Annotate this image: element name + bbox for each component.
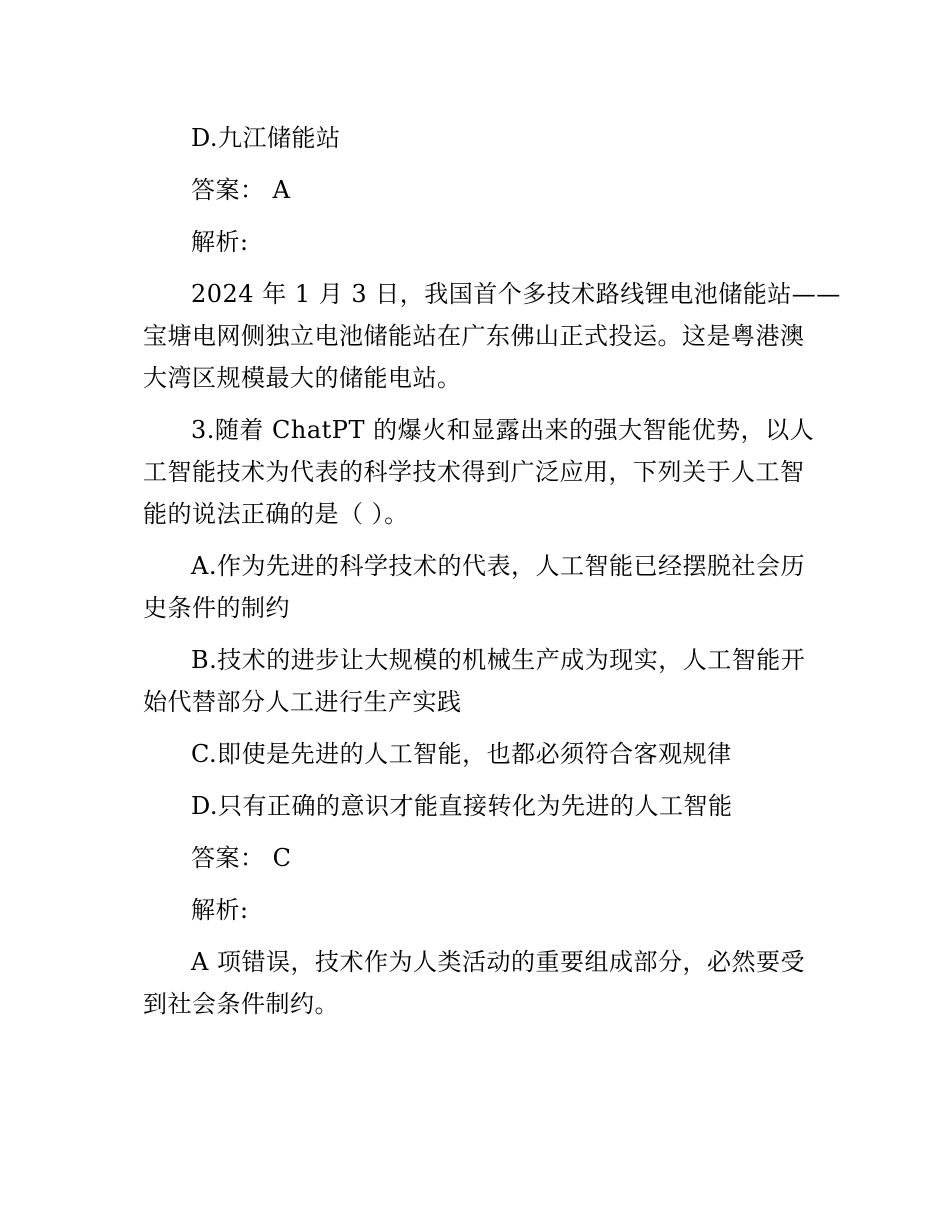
q3-option-b-line: 始代替部分人工进行生产实践 <box>143 688 462 716</box>
q3-option-a <box>143 545 811 629</box>
q3-option-a-line: 史条件的制约 <box>143 594 290 622</box>
q3-option-b-line: B.技术的进步让大规模的机械生产成为现实，人工智能开 <box>191 646 806 674</box>
q2-analysis-label: 解析: <box>191 228 249 256</box>
q3-option-a-line: A.作为先进的科学技术的代表，人工智能已经摆脱社会历 <box>191 552 805 580</box>
q3-question-line: 3.随着 ChatPT 的爆火和显露出来的强大智能优势，以人 <box>191 416 815 444</box>
q2-analysis-line: 宝塘电网侧独立电池储能站在广东佛山正式投运。这是粤港澳 <box>143 322 805 350</box>
q2-analysis-paragraph <box>143 273 841 399</box>
q3-analysis-paragraph <box>143 941 811 1025</box>
q3-option-c: C.即使是先进的人工智能，也都必须符合客观规律 <box>191 740 732 768</box>
q3-analysis-label: 解析: <box>191 896 249 924</box>
q2-analysis-line: 大湾区规模最大的储能电站。 <box>143 364 462 392</box>
q3-analysis-line: A 项错误，技术作为人类活动的重要组成部分，必然要受 <box>191 948 805 976</box>
q3-option-d: D.只有正确的意识才能直接转化为先进的人工智能 <box>191 792 733 820</box>
document-content <box>143 117 841 1025</box>
q3-question-line: 能的说法正确的是（ ）。 <box>143 500 409 528</box>
q3-answer: 答案： C <box>191 844 292 872</box>
q3-option-b <box>143 639 811 723</box>
q3-question-line: 工智能技术为代表的科学技术得到广泛应用，下列关于人工智 <box>143 458 805 486</box>
q3-question-paragraph <box>143 409 815 535</box>
q2-option-d: D.九江储能站 <box>191 124 341 152</box>
q2-analysis-line: 2024 年 1 月 3 日，我国首个多技术路线锂电池储能站—— <box>191 280 841 308</box>
q3-analysis-line: 到社会条件制约。 <box>143 990 339 1018</box>
q2-answer: 答案： A <box>191 176 291 204</box>
